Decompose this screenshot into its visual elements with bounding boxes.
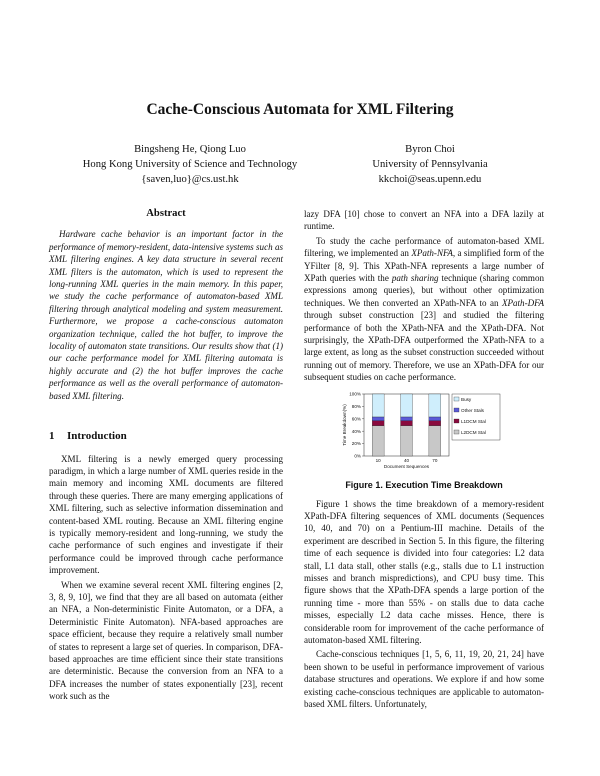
- intro-paragraph-1: XML filtering is a newly emerged query processing paradigm, in which a large number of XML queries reside in the main memory and incoming XML documents are filtered through these queries. There are many emerging applications of XML filtering, such as selective information dissemination and content-based XML routing. Because an XML filtering engine is typically memory-resident and long-running, we study the cache performance of such engines and investigate if their performance could be improved through cache performance improvement.: [49, 453, 283, 576]
- author-affiliation: University of Pennsylvania: [372, 159, 488, 170]
- legend-swatch: [454, 397, 459, 401]
- bar-segment: [372, 394, 384, 417]
- intro-paragraph-2: When we examine several recent XML filtering engines [2, 3, 8, 9, 10], we find that they are all based on automata (either an NFA, a Non-deterministic Finite Automaton, or a DFA, a Deterministic Finite Automaton). NFA-based approaches are space efficient, because they require a relatively small number of states to represent a large set of queries. In comparison, DFA-based approaches are time efficient since their state transitions are deterministic. Because the conversion from an NFA to a DFA increases the number of states exponentially [23], recent work such as the: [49, 579, 283, 702]
- paragraph-continued: lazy DFA [10] chose to convert an NFA into a DFA lazily at runtime.: [304, 209, 544, 232]
- author-block-2: [345, 142, 515, 187]
- y-tick-label: 60%: [351, 416, 361, 422]
- bar-segment: [401, 420, 413, 425]
- figure-1: [304, 392, 544, 492]
- x-tick-label: 70: [432, 457, 438, 463]
- bar-segment: [429, 420, 441, 425]
- author-names: Bingsheng He, Qiong Luo: [134, 144, 246, 155]
- legend-swatch: [454, 430, 459, 434]
- bar-segment: [429, 425, 441, 455]
- term-xpath-nfa: XPath-NFA: [411, 248, 453, 259]
- y-tick-label: 40%: [351, 428, 361, 434]
- x-axis-label: Document Sequences: [383, 463, 430, 469]
- legend-label: Other Stals: [461, 407, 484, 413]
- author-affiliation: Hong Kong University of Science and Technology: [82, 159, 298, 170]
- x-tick-label: 40: [403, 457, 410, 463]
- bar-segment: [372, 425, 384, 455]
- term-xpath-dfa: XPath-DFA: [501, 297, 544, 308]
- bar-segment: [401, 425, 413, 455]
- text-run: , a simplified form of the YFilter [8, 9]. This XPath-NFA represents a large number of XPath queries with the: [304, 248, 544, 284]
- legend-label: L2DCM Stal: [461, 429, 486, 435]
- author-block-1: [80, 142, 300, 187]
- bar-segment: [401, 394, 413, 417]
- text-run: technique (sharing common expressions among queries), but without other optimization techniques. We then converted an XPath-NFA to an: [304, 273, 544, 308]
- section-heading: [49, 430, 283, 442]
- bar-segment: [429, 394, 441, 417]
- bar-segment: [372, 417, 384, 421]
- text-run: through subset construction [23] and studied the filtering performance of both the XPath-NFA and the XPath-DFA. Not surprisingly, the XPath-DFA outperformed the XPath-NFA to a large extent, as long as the subset construction succeeded without running out of memory. Therefore, we use an XPath-DFA for our subsequent studies on cache performance.: [304, 310, 544, 383]
- paper-title: Cache-Conscious Automata for XML Filtering: [146, 101, 454, 118]
- execution-time-chart: [304, 392, 544, 472]
- figure-caption: Figure 1. Execution Time Breakdown: [345, 480, 503, 491]
- paragraph-cache-conscious: Cache-conscious techniques [1, 5, 6, 11, 19, 20, 21, 24] have been shown to be useful in performance improvement of various database structures and operations. We explore if and how some existing cache-conscious techniques are applicable to automaton-based XML filters. Unfortunately,: [304, 649, 544, 709]
- y-axis-label: Time Breakdown(%): [342, 403, 347, 446]
- left-column: [49, 208, 283, 703]
- bar-segment: [372, 420, 384, 425]
- right-column: [304, 208, 544, 710]
- x-tick-label: 10: [375, 457, 381, 463]
- y-tick-label: 100%: [349, 391, 361, 397]
- legend-label: Busy: [461, 396, 472, 402]
- abstract-text: Hardware cache behavior is an important factor in the performance of memory-resident, data-intensive systems such as XML filtering engines. A key data structure in several recent XML filters is the automaton, which is used to represent the long-running XML queries in the main memory. In this paper, we study the cache performance of automaton-based XML filtering through analytical modeling and system measurement. Furthermore, we propose a cache-conscious automaton organization technique, called the hot buffer, to improve the locality of automaton state transitions. Our results show that (1) our cache performance model for XML filtering automata is highly accurate and (2) the hot buffer improves the cache performance as well as the overall performance of automaton-based XML filtering.: [49, 229, 283, 401]
- section-number: 1: [49, 430, 55, 443]
- paragraph-figure-1: Figure 1 shows the time breakdown of a memory-resident XPath-DFA filtering sequences of XML documents (Sequences 10, 40, and 70) on a Pentium-III machine. Details of the experiment are described in Section 5. In this figure, the filtering time of each sequence is divided into four categories: L2 data stall, L1 data stall, other stalls (e.g., stalls due to L1 instruction misses and branch mispredictions), and CPU busy time. This figure shows that the XPath-DFA spends a large portion of the running time - more than 55% - on stalls due to data cache misses, especially L2 data cache misses. Hence, there is considerable room for improvement of the cache performance of automaton-based XML filtering.: [304, 498, 544, 645]
- author-email: kkchoi@seas.upenn.edu: [378, 174, 482, 185]
- text-run: To study the cache performance of automaton-based XML filtering, we implemented an: [304, 235, 544, 259]
- bar-segment: [401, 417, 413, 421]
- y-tick-label: 20%: [351, 440, 361, 446]
- author-names: Byron Choi: [405, 144, 455, 155]
- author-email: {saven,luo}@cs.ust.hk: [141, 174, 239, 185]
- term-path-sharing: path sharing: [391, 273, 439, 284]
- y-tick-label: 80%: [351, 403, 361, 409]
- legend-swatch: [454, 408, 459, 412]
- bar-segment: [429, 417, 441, 421]
- section-title: Introduction: [67, 430, 127, 443]
- y-tick-label: 0%: [354, 453, 361, 459]
- paragraph-xpath-nfa: [304, 235, 544, 384]
- legend-label: L1DCM Stal: [461, 418, 486, 424]
- legend-swatch: [454, 419, 459, 423]
- abstract-heading: Abstract: [146, 208, 186, 219]
